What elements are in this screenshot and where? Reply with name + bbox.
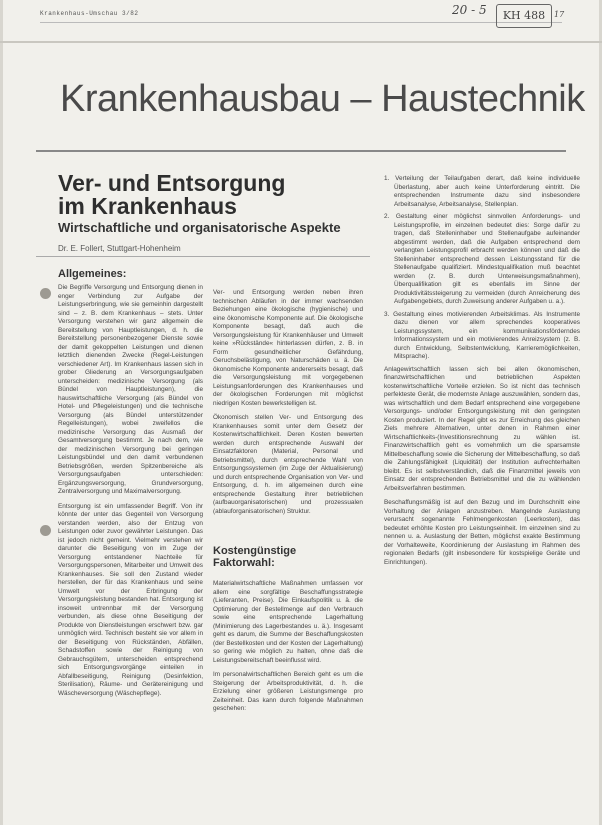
journal-header: Krankenhaus-Umschau 3/82	[40, 10, 139, 17]
page-fold	[0, 41, 602, 43]
page-edge-left	[0, 0, 3, 825]
archive-stamp: KH 488	[496, 4, 552, 28]
paragraph: Im personalwirtschaftlichen Bereich geht es um die Steigerung der Arbeitsproduktivität, d. h. die Erzielung einer größeren Leistungsmenge pro Zeiteinheit. Das kann durch folgende Maßnahmen geschehen:	[213, 671, 363, 712]
list-item: 1. Verteilung der Teilaufgaben derart, daß keine individuelle Überlastung, aber auch keine Unterforderung eintritt. Die entsprechenden Instrumente dazu sind insbesondere Arbeitsanalyse, Arbeitsanalyse, Stellenplan.	[384, 175, 580, 208]
paragraph: Ökonomisch stellen Ver- und Entsorgung des Krankenhauses somit unter dem Gesetz der Kostenwirtschaftlichkeit. Deren Kosten bewerten werden durch entsprechende Auswahl der Einsatzfaktoren (Material, Personal und Betriebsmittel), durch entsprechende Wahl von Entsorgungssystemen (im Zuge der Aktualisierung) und durch entsprechende Organisation von Ver- und Entsorgung, d. h. im allgemeinen durch eine entsprechende Gestaltung ihrer betrieblichen (aufbauorganisatorischen) und prozessualen (ablauforganisatorischen) Struktur.	[213, 414, 363, 515]
title-rule	[36, 150, 566, 152]
list-item: 2. Gestaltung einer möglichst sinnvollen Anforderungs- und Leistungsprofile, im einzelnen bedeutet dies: Sorge dafür zu tragen, daß Stelleninhaber und Stellenaufgabe aufeinander abgestimmt werden, daß die Aufgaben entsprechend dem verlangten Leistungsprofil erbracht werden können und daß die Stelleninhaber entsprechend dessen Leistungsstand für die Stellenaufgabe qualifiziert. Mindestqualifikation muß beachtet werden (z. B. durch Unterweisungsmaßnahmen), Überqualifikation gilt es ebenfalls im Sinne der Produktivitätssteigerung zu vermeiden (durch Anreicherung des Aufgabengebiets, durch Zuweisung anderer Aufgaben u. a.).	[384, 213, 580, 305]
handwritten-note: 20 - 5	[452, 3, 487, 17]
paragraph: Die Begriffe Versorgung und Entsorgung dienen in enger Verbindung zur Aufgabe der Leistungserbringung, wie sie gemeinhin dargestellt sind – z. B. dem Krankenhaus – stets. Unter Versorgung verstehen wir ganz allgemein die Bereitstellung von Hauptleistungen, d. h. die Bereitstellung personenbezogener Dienste sowie der damit gekoppelten Leistungen und dienen letztlich dienenden Zwecke (Regel-Leistungen verschiedener Art). Im Krankenhaus lassen sich in grober Gliederung an Versorgungsaufgaben unterscheiden: medizinische Versorgung (als Bündel von Hauptleistungen), die hauswirtschaftliche Versorgung (als Bündel von Hotel- und Pflegeleistungen) und die technische Versorgung (als Bündel unterstützender Regelleistungen), wobei zweifellos die medizinische Versorgung das Ausmaß der Gesamtversorgung bestimmt. Je nach dem, wie der medizinischen Versorgung bei geringen Leistungsbündel und den damit verbundenen Betriebsgrößen, werden Spitzenbereiche als Versorgungsaufgaben unterschieden: Ergänzungsversorgung, Grundversorgung, Zentralversorgung und Maximalversorgung.	[58, 284, 203, 495]
paragraph: Ver- und Entsorgung werden neben ihren technischen Abläufen in der immer wachsenden Beziehungen eine ökologische (hygienische) und eine ökonomische Komponente auf. Die ökologische Komponente besagt, daß auch die Versorgungsleistung für Krankenhäuser und Umwelt keine »Rückstände« hinterlassen dürfen, z. B. in Form gesundheitlicher Gefährdung, Geruchsbelästigung, von Naturschäden u. ä. Die ökonomische Komponente andererseits besagt, daß die Versorgungsleistung mit vorgegebenen Leistungsanforderungen des Krankenhauses und der ökologischen Forderungen mit möglichst niedrigen Kosten bewerkstelligen ist.	[213, 289, 363, 407]
column-3	[384, 175, 580, 767]
paragraph: Materialwirtschaftliche Maßnahmen umfassen vor allem eine sorgfältige Beschaffungsstrategie (Lieferanten, Preise). Die Einkaufspolitik u. ä. die Optimierung der Bestellmenge auf den Verbrauch sowie eine entsprechende Lagerhaltung (Minimierung des Lagerbestandes u. ä.). Insgesamt geht es darum, die Summe der Beschaffungskosten (der Bestellkosten und der Kosten der Lagerhaltung) so gering wie möglich zu halten, ohne daß die Leistungsbereitschaft beeinflusst wird.	[213, 580, 363, 664]
column-1	[58, 284, 203, 768]
punch-hole-mark	[40, 288, 51, 299]
article-title-line1: Ver- und Entsorgung	[58, 170, 286, 196]
author-rule	[36, 256, 370, 257]
handwritten-page-number: 17	[554, 10, 565, 19]
section-title: Krankenhausbau – Haustechnik	[60, 78, 585, 120]
paragraph: Beschaffungsmäßig ist auf den Bezug und im Durchschnitt eine Vorhaltung der Anlagen anzustreben. Mangelnde Auslastung verursacht sogenannte Fehlmengenkosten (Leerkosten), das bedeutet erhöhte Kosten pro Leistungseinheit. Im einzelnen sind zu nennen u. a. Auslastung der Betten, möglichst exakte Bestimmung der Vorhalteweite, Koordinierung der Auslastung im Rahmen des regionalen Bedarfs (gilt insbesondere für kostspielige Geräte und Einrichtungen).	[384, 499, 580, 566]
article-title-line2: im Krankenhaus	[58, 193, 237, 219]
paragraph: Anlagewirtschaftlich lassen sich bei allen ökonomischen, finanzwirtschaftlichen und betrieblichen Aspekten kostenwirtschaftliche Vorteile erzielen. So ist nicht das technisch perfekteste Gerät, die modernste Anlage auszuwählen, sondern das, was wirtschaftlich und dem Bedarf entsprechend eine vorgegebene Versorgungs- und/oder Entsorgungsleistung mit den geringsten Kosten produziert. In der Regel gibt es zur Erreichung des gleichen Ziels mehrere Alternativen, unter denen in Rahmen einer Wirtschaftlichkeits-(Investitionsrechnung zu wählen ist. Finanzwirtschaftlich geht es vornehmlich um die sparsamste Mittelbeschaffung sowie die Sicherung der Mittelbeschaffung, so daß die Zahlungsfähigkeit (Liquidität) der Institution aufrechterhalten bleibt. Es ist selbstverständlich, daß die Finanzmittel jeweils von Einsatz der entsprechenden Betriebsmittel und die zu wählenden Arbeitsverfahren bestimmen.	[384, 365, 580, 492]
column-2-top	[213, 289, 363, 517]
list-item: 3. Gestaltung eines motivierenden Arbeitsklimas. Als Instrumente dazu dienen vor allem sprechendes kooperatives Leistungssystem, ein kommunikationsförderndes Informationssystem und ein motivierendes Anreizsystem (z. B. durch Entwicklung, Selbstentwicklung, Karrieremöglichkeiten, Mitsprache).	[384, 310, 580, 360]
heading-kostenguenstige-faktorwahl	[213, 545, 296, 569]
punch-hole-mark	[40, 525, 51, 536]
heading-line: Faktorwahl:	[213, 557, 275, 569]
column-2-bottom	[213, 580, 363, 768]
heading-allgemeines: Allgemeines:	[58, 268, 127, 280]
header-rule	[40, 22, 562, 23]
article-title	[58, 172, 285, 218]
article-author: Dr. E. Follert, Stuttgart-Hohenheim	[58, 244, 181, 253]
paragraph: Entsorgung ist ein umfassender Begriff. Von ihr könnte der unter das Gegenteil von Versorgung verstanden werden, also der Entzug von Leistungen oder zuvor gewährter Leistungen. Das ist jedoch nicht gemeint. Vielmehr verstehen wir darunter die Beseitigung von im Zuge der Versorgung entstandener Nachteile für Versorgungspersonen, Mitarbeiter und Umwelt des Krankenhauses. Sie soll den Zustand wieder herstellen, der für das Krankenhaus und seine Umwelt vor der Erbringung der Versorgungsleistung bestanden hat. Entsorgung ist insoweit untrennbar mit der Versorgung verbunden, als diese ohne Beseitigung der Produkte von Dienstleistungen erschwert bzw. gar unmöglich wird. Technisch besteht sie vor allem in der Beseitigung von Rückständen, Abfällen, Schadstoffen sowie der Reinigung von Gebrauchsgütern, unterscheiden entsprechend sich Entsorgungsvorgänge einteilen in Abfallbeseitigung, Reinigung (Desinfektion, Sterilisation), Räume- und Gerätereinigung und Wäscheversorgung (Wäschepflege).	[58, 502, 203, 697]
heading-line: Kostengünstige	[213, 545, 297, 557]
article-subtitle: Wirtschaftliche und organisatorische Aspekte	[58, 220, 341, 235]
